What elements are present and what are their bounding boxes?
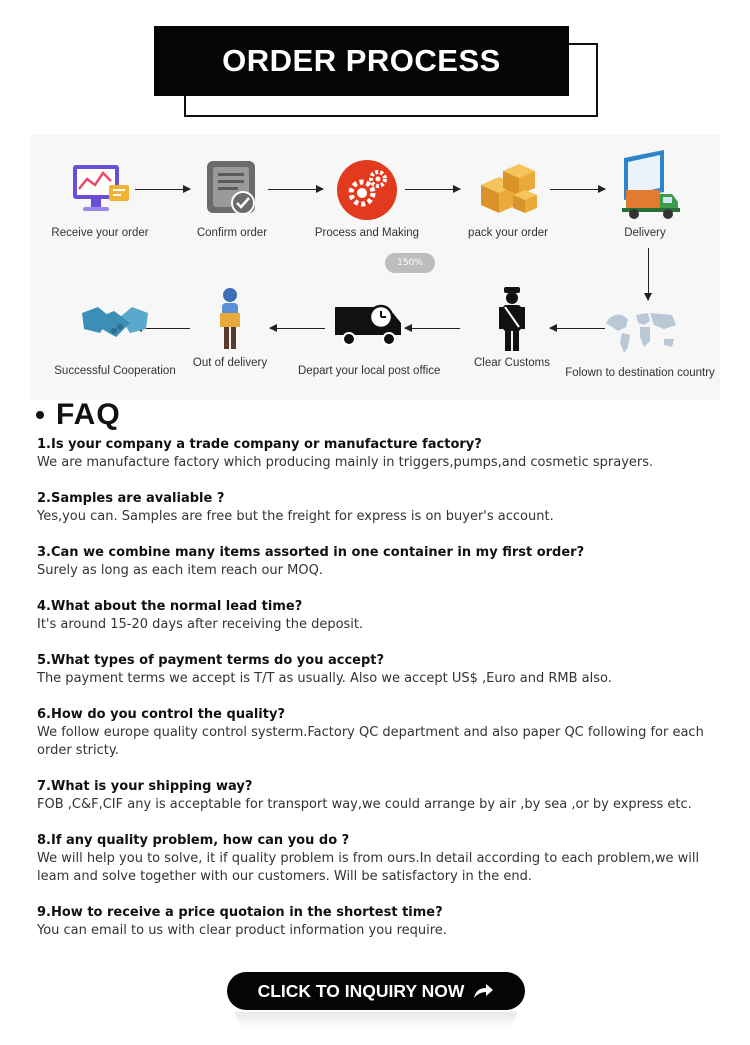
- step-depart-post-office: [298, 293, 441, 377]
- step-successful-cooperation: [45, 293, 185, 377]
- faq-answer: The payment terms we accept is T/T as usually. Also we accept US$ ,Euro and RMB also.: [37, 671, 612, 686]
- faq-question: 1.Is your company a trade company or manufacture factory?: [37, 437, 482, 452]
- faq-answer: Surely as long as each item reach our MOQ.: [37, 563, 323, 578]
- step-label: Receive your order: [51, 227, 149, 239]
- faq-question: 2.Samples are avaliable ?: [37, 491, 225, 506]
- faq-answer: You can email to us with clear product information you require.: [37, 923, 447, 938]
- step-label: Delivery: [624, 227, 666, 239]
- faq-answer: We follow europe quality control systerm.Factory QC department and also paper QC following for each order stricty.: [37, 725, 704, 758]
- inquiry-now-button[interactable]: [227, 972, 525, 1010]
- inquiry-button-label: CLICK TO INQUIRY NOW: [257, 980, 465, 1001]
- faq-answer: It's around 15-20 days after receiving the deposit.: [37, 617, 364, 632]
- faq-question: 4.What about the normal lead time?: [37, 599, 303, 614]
- step-label: pack your order: [468, 227, 548, 239]
- boxes-icon: [473, 155, 543, 225]
- step-label: Out of delivery: [192, 357, 268, 369]
- faq-question: 9.How to receive a price quotaion in the shortest time?: [37, 905, 443, 920]
- step-destination-country: [565, 295, 715, 379]
- faq-question: 6.How do you control the quality?: [37, 707, 285, 722]
- faq-item: [37, 652, 717, 688]
- faq-question: 7.What is your shipping way?: [37, 779, 253, 794]
- step-label: Process and Making: [314, 227, 420, 239]
- faq-item: [37, 832, 717, 886]
- step-delivery: [595, 150, 695, 239]
- step-label: Confirm order: [196, 227, 268, 239]
- step-process-making: [312, 155, 422, 239]
- document-check-icon: [197, 155, 267, 225]
- truck-icon: [608, 150, 683, 225]
- flow-arrow: [405, 189, 460, 190]
- share-arrow-icon: [472, 982, 494, 1000]
- button-reflection: [235, 1012, 517, 1028]
- gears-icon: [332, 155, 402, 225]
- faq-answer: We will help you to solve, it if quality problem is from ours.In detail according to each problem,we will leam and solve together with our customers. Will be satisfactory in the end.: [37, 851, 700, 884]
- delivery-van-clock-icon: [333, 293, 403, 363]
- faq-title: FAQ: [56, 398, 121, 431]
- bullet-icon: [36, 411, 44, 419]
- faq-item: [37, 544, 717, 580]
- faq-item: [37, 490, 717, 526]
- handshake-icon: [80, 293, 150, 363]
- faq-item: [37, 904, 717, 940]
- flow-arrow-down: [648, 248, 649, 300]
- order-process-banner: [154, 26, 598, 116]
- customs-officer-icon: [477, 285, 547, 355]
- step-label: Successful Cooperation: [54, 365, 176, 377]
- step-label: Depart your local post office: [298, 365, 441, 377]
- step-label: Clear Customs: [473, 357, 551, 369]
- faq-question: 5.What types of payment terms do you accept?: [37, 653, 385, 668]
- step-confirm-order: [182, 155, 282, 239]
- faq-item: [37, 436, 717, 472]
- courier-icon: [195, 285, 265, 355]
- step-label: Folown to destination country: [565, 367, 715, 379]
- faq-item: [37, 598, 717, 634]
- faq-question: 8.If any quality problem, how can you do ?: [37, 833, 350, 848]
- faq-answer: Yes,you can. Samples are free but the freight for express is on buyer's account.: [37, 509, 554, 524]
- faq-heading: [36, 398, 121, 432]
- faq-question: 3.Can we combine many items assorted in one container in my first order?: [37, 545, 585, 560]
- page-title: ORDER PROCESS: [154, 26, 569, 96]
- step-out-of-delivery: [180, 285, 280, 369]
- order-process-diagram: [30, 135, 720, 400]
- faq-item: [37, 706, 717, 760]
- step-receive-order: [50, 155, 150, 239]
- faq-answer: We are manufacture factory which producing mainly in triggers,pumps,and cosmetic sprayers.: [37, 455, 654, 470]
- step-pack-order: [458, 155, 558, 239]
- monitor-chart-icon: [65, 155, 135, 225]
- faq-answer: FOB ,C&F,CIF any is acceptable for transport way,we could arrange by air ,by sea ,or by express etc.: [37, 797, 692, 812]
- step-clear-customs: [462, 285, 562, 369]
- zoom-badge: 150%: [385, 253, 435, 273]
- faq-item: [37, 778, 717, 814]
- world-map-icon: [600, 295, 680, 365]
